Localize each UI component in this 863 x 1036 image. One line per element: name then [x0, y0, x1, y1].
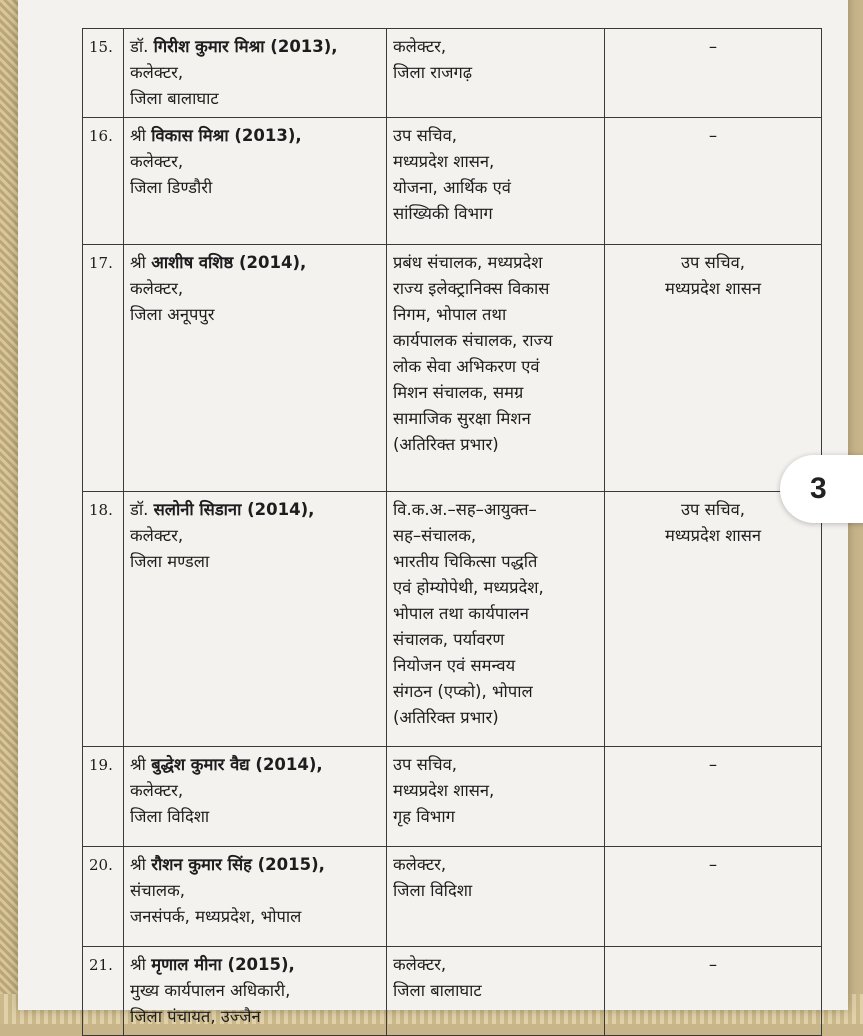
- posting-line: प्रबंध संचालक, मध्यप्रदेश: [393, 253, 543, 272]
- officer-name-text: रौशन कुमार सिंह (2015),: [151, 855, 325, 874]
- new-posting-cell: [387, 747, 605, 847]
- posting-line: कलेक्टर,: [393, 37, 447, 56]
- officer-designation-line: कलेक्टर,: [130, 279, 184, 298]
- officer-title: श्री: [130, 755, 146, 774]
- officer-name-text: गिरीश कुमार मिश्रा (2013),: [153, 37, 338, 56]
- officer-title: डॉ.: [130, 37, 149, 56]
- officer-title: श्री: [130, 253, 146, 272]
- officer-cell: [124, 245, 387, 492]
- posting-line: भारतीय चिकित्सा पद्धति: [393, 552, 538, 571]
- posting-line: उप सचिव,: [393, 755, 457, 774]
- table-row: [83, 118, 822, 245]
- officer-designation-line: कलेक्टर,: [130, 152, 184, 171]
- additional-charge-cell: [605, 947, 822, 1036]
- additional-charge-cell: [605, 29, 822, 118]
- officer-designation-line: जिला अनूपपुर: [130, 305, 215, 324]
- table-row: [83, 747, 822, 847]
- officer-cell: [124, 747, 387, 847]
- officer-designation-line: मुख्य कार्यपालन अधिकारी,: [130, 981, 291, 1000]
- row-number: 17.: [83, 245, 124, 492]
- posting-line: सह–संचालक,: [393, 526, 477, 545]
- posting-line: (अतिरिक्त प्रभार): [393, 435, 499, 454]
- officer-title: श्री: [130, 855, 146, 874]
- posting-line: कार्यपालक संचालक, राज्य: [393, 331, 553, 350]
- posting-line: मध्यप्रदेश शासन,: [393, 781, 495, 800]
- additional-charge-line: मध्यप्रदेश शासन: [664, 526, 762, 545]
- additional-charge-line: मध्यप्रदेश शासन: [664, 279, 762, 298]
- posting-line: मिशन संचालक, समग्र: [393, 383, 524, 402]
- officer-designation-line: कलेक्टर,: [130, 781, 184, 800]
- officer-name-text: विकास मिश्रा (2013),: [151, 126, 302, 145]
- officer-name-text: सलोनी सिडाना (2014),: [153, 500, 315, 519]
- posting-line: राज्य इलेक्ट्रानिक्स विकास: [393, 279, 550, 298]
- additional-charge-cell: [605, 118, 822, 245]
- officer-name-text: मृणाल मीना (2015),: [151, 955, 295, 974]
- additional-charge-cell: [605, 847, 822, 947]
- row-number: 16.: [83, 118, 124, 245]
- table-row: [83, 245, 822, 492]
- officer-cell: [124, 492, 387, 747]
- posting-line: जिला बालाघाट: [393, 981, 482, 1000]
- row-number: 20.: [83, 847, 124, 947]
- posting-line: वि.क.अ.–सह–आयुक्त–: [393, 500, 537, 519]
- officer-name: [130, 752, 380, 778]
- posting-line: कलेक्टर,: [393, 855, 447, 874]
- officer-name: [130, 123, 380, 149]
- posting-line: (अतिरिक्त प्रभार): [393, 708, 499, 727]
- posting-line: जिला विदिशा: [393, 881, 473, 900]
- officer-transfer-table: [82, 28, 822, 1036]
- new-posting-cell: [387, 245, 605, 492]
- table-row: [83, 492, 822, 747]
- officer-designation-line: जिला मण्डला: [130, 552, 210, 571]
- row-number: 15.: [83, 29, 124, 118]
- officer-designation-line: जिला पंचायत, उज्जैन: [130, 1007, 261, 1026]
- additional-charge-line: –: [708, 37, 718, 56]
- posting-line: मध्यप्रदेश शासन,: [393, 152, 495, 171]
- officer-cell: [124, 118, 387, 245]
- posting-line: एवं होम्योपेथी, मध्यप्रदेश,: [393, 578, 544, 597]
- officer-title: श्री: [130, 955, 146, 974]
- posting-line: जिला राजगढ़: [393, 63, 473, 82]
- page-number-tab[interactable]: 3: [780, 455, 863, 523]
- additional-charge-line: –: [708, 955, 718, 974]
- officer-cell: [124, 29, 387, 118]
- officer-name: [130, 34, 380, 60]
- officer-name-text: आशीष वशिष्ठ (2014),: [151, 253, 307, 272]
- additional-charge-cell: [605, 747, 822, 847]
- additional-charge-cell: [605, 245, 822, 492]
- row-number: 21.: [83, 947, 124, 1036]
- additional-charge-cell: [605, 492, 822, 747]
- additional-charge-line: –: [708, 126, 718, 145]
- posting-line: भोपाल तथा कार्यपालन: [393, 604, 529, 623]
- posting-line: उप सचिव,: [393, 126, 457, 145]
- posting-line: लोक सेवा अभिकरण एवं: [393, 357, 540, 376]
- posting-line: गृह विभाग: [393, 807, 455, 826]
- officer-designation-line: कलेक्टर,: [130, 63, 184, 82]
- officer-name: [130, 952, 380, 978]
- officer-designation-line: जिला विदिशा: [130, 807, 210, 826]
- officer-cell: [124, 947, 387, 1036]
- posting-line: नियोजन एवं समन्वय: [393, 656, 516, 675]
- table-row: [83, 947, 822, 1036]
- posting-line: सांख्यिकी विभाग: [393, 204, 493, 223]
- officer-name: [130, 250, 380, 276]
- additional-charge-line: –: [708, 755, 718, 774]
- posting-line: संचालक, पर्यावरण: [393, 630, 505, 649]
- row-number: 18.: [83, 492, 124, 747]
- new-posting-cell: [387, 118, 605, 245]
- officer-designation-line: कलेक्टर,: [130, 526, 184, 545]
- officer-designation-line: संचालक,: [130, 881, 186, 900]
- additional-charge-line: उप सचिव,: [681, 500, 745, 519]
- officer-designation-line: जनसंपर्क, मध्यप्रदेश, भोपाल: [130, 907, 302, 926]
- new-posting-cell: [387, 847, 605, 947]
- additional-charge-line: –: [708, 855, 718, 874]
- new-posting-cell: [387, 29, 605, 118]
- additional-charge-line: उप सचिव,: [681, 253, 745, 272]
- officer-designation-line: जिला बालाघाट: [130, 89, 219, 108]
- posting-line: संगठन (एप्को), भोपाल: [393, 682, 533, 701]
- new-posting-cell: [387, 492, 605, 747]
- officer-title: श्री: [130, 126, 146, 145]
- row-number: 19.: [83, 747, 124, 847]
- officer-name: [130, 497, 380, 523]
- new-posting-cell: [387, 947, 605, 1036]
- officer-title: डॉ.: [130, 500, 149, 519]
- posting-line: निगम, भोपाल तथा: [393, 305, 507, 324]
- posting-line: कलेक्टर,: [393, 955, 447, 974]
- table-row: [83, 847, 822, 947]
- officer-designation-line: जिला डिण्डौरी: [130, 178, 213, 197]
- posting-line: सामाजिक सुरक्षा मिशन: [393, 409, 531, 428]
- officer-name-text: बुद्धेश कुमार वैद्य (2014),: [151, 755, 323, 774]
- officer-name: [130, 852, 380, 878]
- table-row: [83, 29, 822, 118]
- officer-cell: [124, 847, 387, 947]
- posting-line: योजना, आर्थिक एवं: [393, 178, 511, 197]
